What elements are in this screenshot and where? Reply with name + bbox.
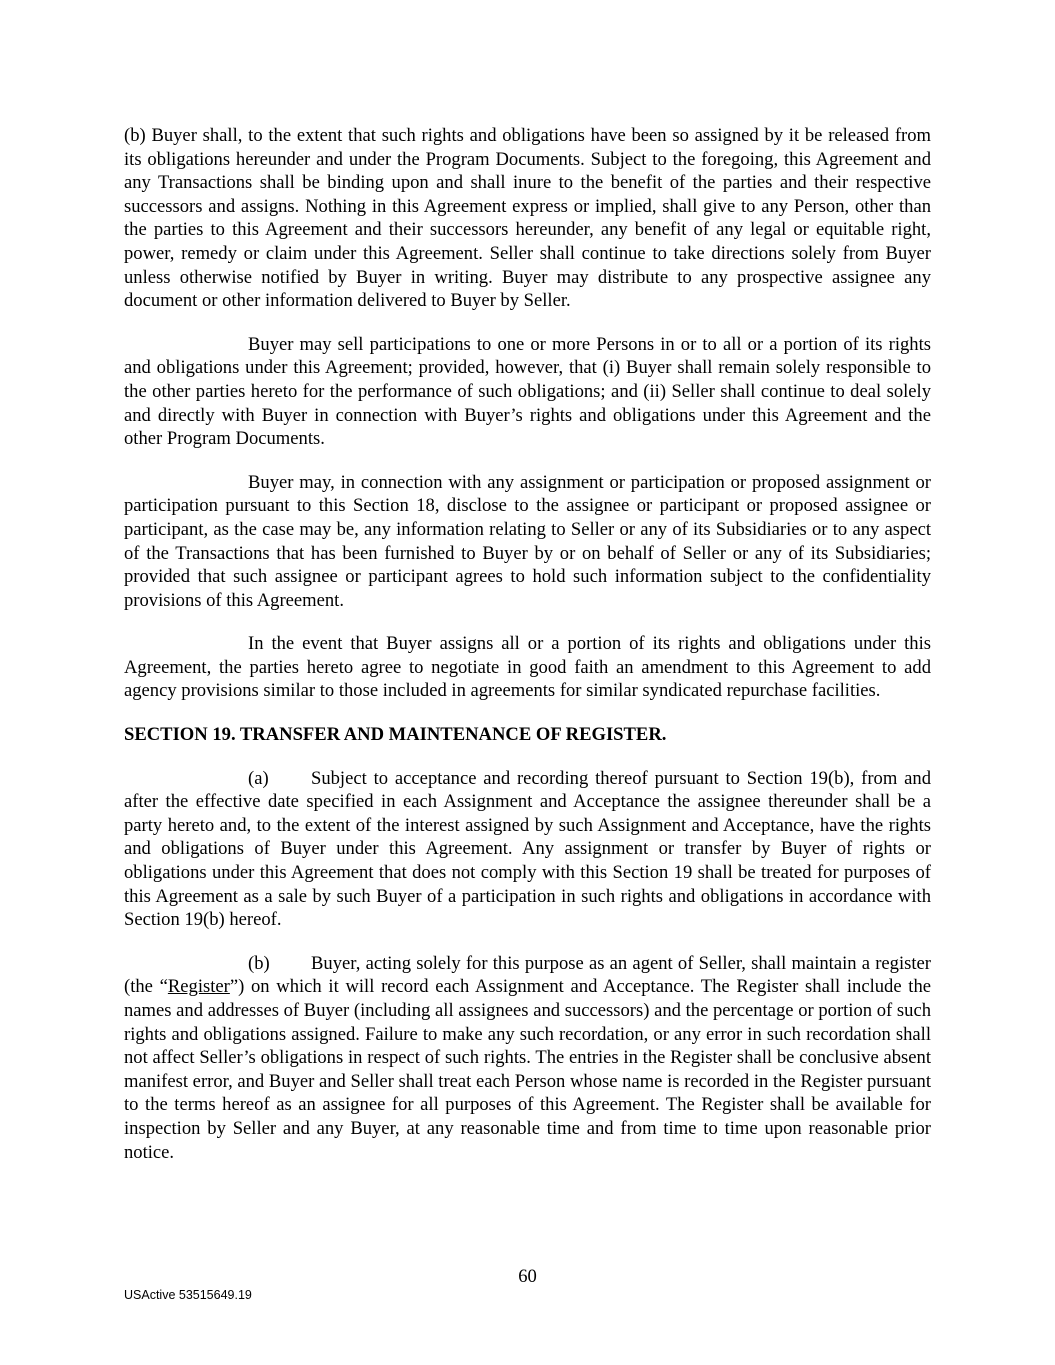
section-19-heading: SECTION 19. TRANSFER AND MAINTENANCE OF REGISTER.: [124, 724, 667, 746]
page-number: 60: [518, 1266, 537, 1287]
subsection-b-text-before: Buyer, acting solely for this purpose as an agent of Seller, shall maintain a register (the “: [124, 952, 931, 998]
subsection-a-text: Subject to acceptance and recording thereof pursuant to Section 19(b), from and after the effective date specified in each Assignment and Acceptance the assignee thereunder shall be a party hereto and, to the extent of the interest assigned by such Assignment and Acceptance, have the rights and obligations of Buyer under this Agreement. Any assignment or transfer by Buyer of rights or obligations under this Agreement that does not comply with this Section 19 shall be treated for purposes of this Agreement as a sale by such Buyer of a participation in such rights and obligations in accordance with Section 19(b) hereof.: [124, 767, 931, 931]
document-id: USActive 53515649.19: [124, 1288, 252, 1302]
paragraph-participations: Buyer may sell participations to one or more Persons in or to all or a portion of its rights and obligations under this Agreement; provided, however, that (i) Buyer shall remain solely responsible to the other parties hereto for the performance of such obligations; and (ii) Seller shall continue to deal solely and directly with Buyer in connection with Buyer’s rights and obligations under this Agreement and the other Program Documents.: [124, 333, 931, 450]
subsection-b-text-after: ”) on which it will record each Assignment and Acceptance. The Register shall include the names and addresses of Buyer (including all assignees and successors) and the percentage or portion of such rights and obligations assigned. Failure to make any such recordation, or any error in such recordation shall not affect Seller’s obligations in respect of such rights. The entries in the Register shall be conclusive absent manifest error, and Buyer and Seller shall treat each Person whose name is recorded in the Register pursuant to the terms hereof as an assignee for all purposes of this Agreement. The Register shall be available for inspection by Seller and any Buyer, at any reasonable time and from time to time upon reasonable prior notice.: [124, 976, 932, 1163]
section-19-subsection-b: [124, 952, 931, 1164]
paragraph-agency-provisions: In the event that Buyer assigns all or a portion of its rights and obligations under this Agreement, the parties hereto agree to negotiate in good faith an amendment to this Agreement to add agency provisions similar to those included in agreements for similar syndicated repurchase facilities.: [124, 633, 931, 702]
subsection-a-label: (a): [248, 767, 269, 789]
paragraph-assignment-release: (b) Buyer shall, to the extent that such rights and obligations have been so assigned by it be released from its obligations hereunder and under the Program Documents. Subject to the foregoing, this Agreement and any Transactions shall be binding upon and shall inure to the benefit of the parties and their respective successors and assigns. Nothing in this Agreement express or implied, shall give to any Person, other than the parties to this Agreement and their successors hereunder, any benefit of any legal or equitable right, power, remedy or claim under this Agreement. Seller shall continue to take directions solely from Buyer unless otherwise notified by Buyer in writing. Buyer may distribute to any prospective assignee any document or other information delivered to Buyer by Seller.: [124, 125, 931, 312]
document-body: [124, 124, 931, 1184]
section-19-subsection-a: [124, 767, 931, 932]
defined-term-register: Register: [167, 976, 230, 998]
paragraph-disclosure: Buyer may, in connection with any assignment or participation or proposed assignment or participation pursuant to this Section 18, disclose to the assignee or participant or proposed assignee or participant, as the case may be, any information relating to Seller or any of its Subsidiaries or to any aspect of the Transactions that has been furnished to Buyer by or on behalf of Seller or any of its Subsidiaries; provided that such assignee or participant agrees to hold such information subject to the confidentiality provisions of this Agreement.: [124, 471, 931, 611]
subsection-b-label: (b): [248, 952, 270, 974]
